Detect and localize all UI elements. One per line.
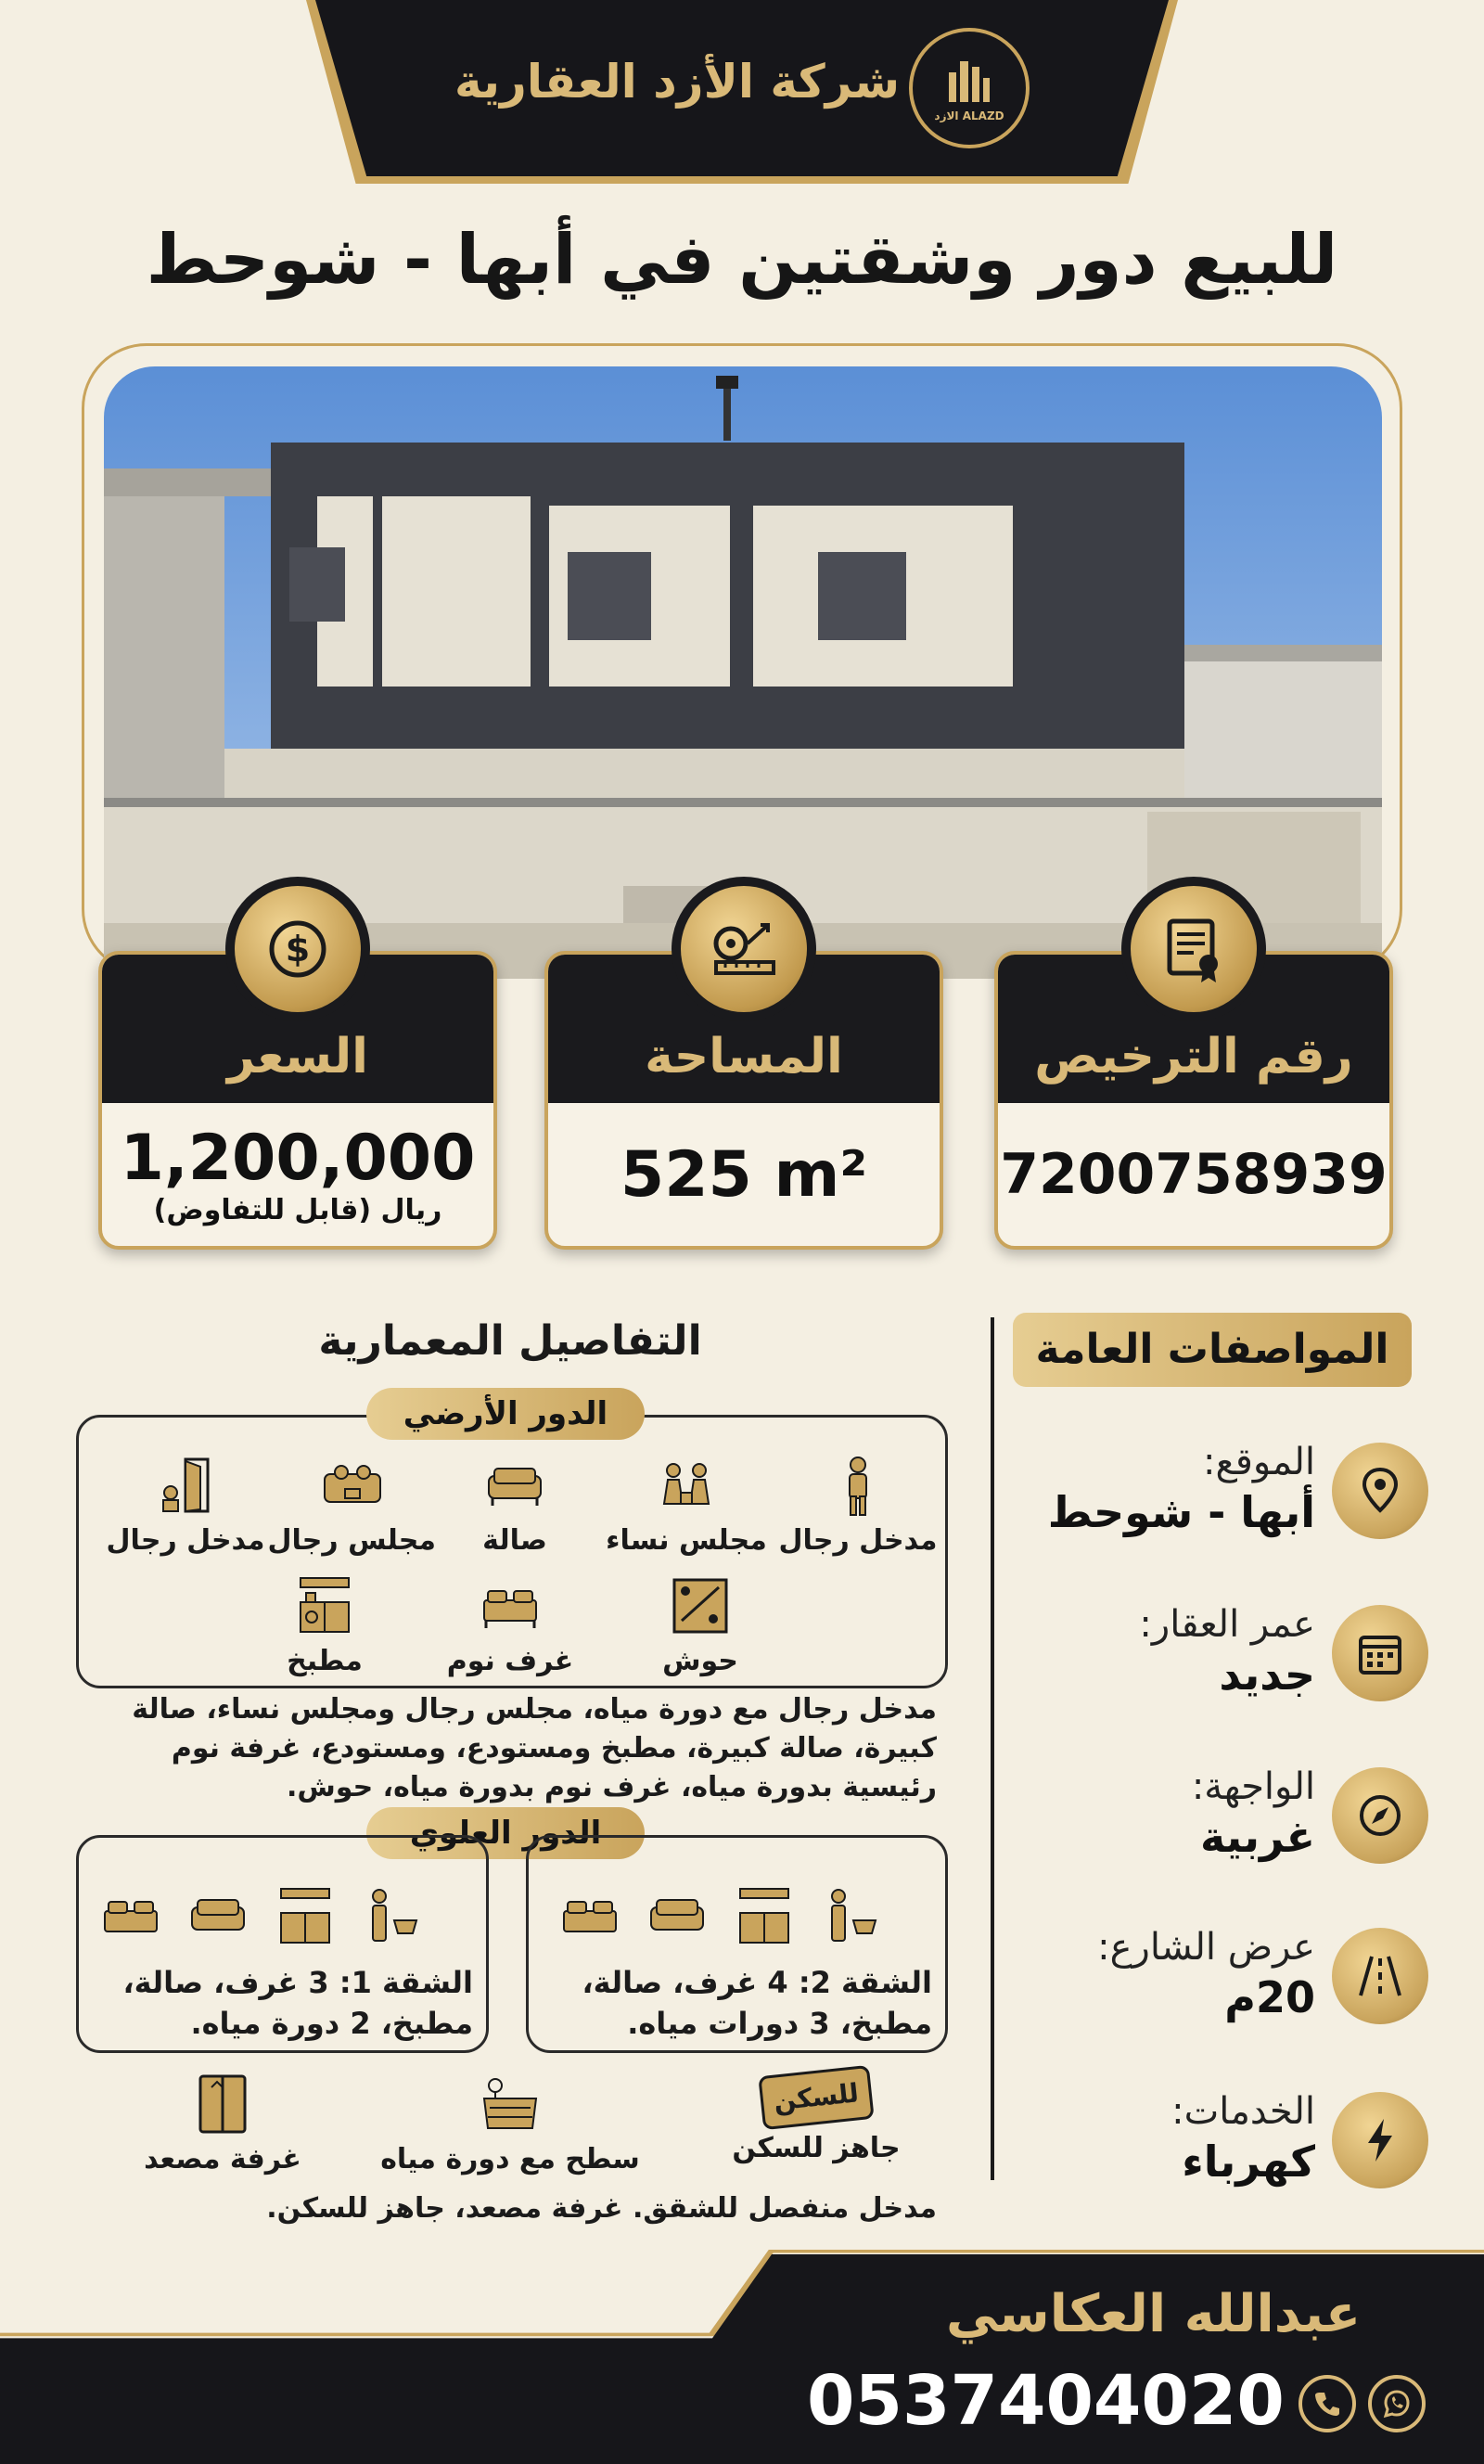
specs-title: المواصفات العامة (1013, 1313, 1412, 1387)
architecture-title: التفاصيل المعمارية (318, 1317, 702, 1365)
spec-age (1020, 1596, 1428, 1716)
feature-label: غرفة مصعد (144, 2143, 301, 2175)
door-icon (152, 1452, 219, 1519)
company-name: شركة الأزد العقارية (454, 55, 901, 109)
upper-floor-label: الدور العلوي (366, 1807, 645, 1859)
svg-text:$: $ (285, 929, 311, 969)
kitchen-icon (731, 1883, 798, 1950)
feature-label: غرف نوم (446, 1645, 574, 1677)
price-note: ريال (قابل للتفاوض) (153, 1193, 442, 1226)
extras-note: مدخل منفصل للشقق. غرفة مصعد، جاهز للسكن. (266, 2192, 937, 2225)
feature-entrance (102, 1452, 269, 1557)
license-number: 7200758939 (1000, 1142, 1388, 1207)
spec-services (1020, 2083, 1428, 2203)
spec-value: 20م (1224, 1972, 1315, 2022)
feature-label: حوش (662, 1645, 738, 1677)
price-value: 1,200,000 (120, 1121, 476, 1195)
spec-label: عمر العقار: (1139, 1603, 1315, 1646)
ground-floor-description: مدخل رجال مع دورة مياه، مجلس رجال ومجلس نساء، صالة كبيرة، صالة كبيرة، مطبخ ومستودع، ومستودع، غرفة نوم رئيسية بدورة مياه، غرف نوم بدورة مياه، حوش. (132, 1693, 937, 1803)
measure-icon (707, 912, 781, 986)
coin-icon (261, 912, 335, 986)
spec-value: جديد (1219, 1649, 1315, 1700)
agent-name: عبدالله العكاسي (946, 2284, 1362, 2344)
bathroom-icon (818, 1883, 885, 1950)
spec-street-width (1020, 1919, 1428, 2039)
ready-badge-icon: للسكن (758, 2065, 874, 2130)
area-value: 525 m² (620, 1137, 868, 1212)
certificate-icon (1157, 912, 1231, 986)
sofa-icon (644, 1883, 710, 1950)
phone-icon[interactable] (1298, 2375, 1356, 2432)
company-logo (909, 28, 1030, 148)
feature-label: سطح مع دورة مياه (380, 2143, 640, 2175)
yard-icon (667, 1572, 734, 1639)
sofa-icon (185, 1883, 251, 1950)
bathroom-icon (359, 1883, 426, 1950)
feature-label: مجلس نساء (606, 1524, 767, 1557)
road-icon (1353, 1949, 1407, 2003)
feature-hall (431, 1452, 598, 1557)
compass-icon (1353, 1789, 1407, 1842)
phone-number[interactable]: 0537404020 (807, 2361, 1285, 2441)
bed-icon (477, 1572, 544, 1639)
feature-bedrooms (427, 1572, 594, 1677)
spec-label: الموقع: (1203, 1441, 1315, 1483)
whatsapp-icon[interactable] (1368, 2375, 1426, 2432)
specs-divider (991, 1317, 994, 2180)
sofa-icon (481, 1452, 548, 1519)
kitchen-icon (291, 1572, 358, 1639)
spec-value: أبها - شوحط (1047, 1487, 1315, 1537)
logo-text: ALAZD الازد (934, 109, 1004, 122)
extra-elevator (130, 2071, 315, 2175)
spec-value: كهرباء (1182, 2137, 1315, 2187)
feature-label: مدخل رجال (778, 1524, 938, 1557)
lightning-icon (1353, 2113, 1407, 2167)
spec-label: عرض الشارع: (1097, 1926, 1315, 1969)
extra-ready (723, 2071, 909, 2164)
spec-facade (1020, 1758, 1428, 1879)
man-icon (825, 1452, 891, 1519)
feature-label: مطبخ (287, 1645, 363, 1677)
spec-value: غربية (1200, 1812, 1315, 1862)
bed-icon (556, 1883, 623, 1950)
apartment-2-text: الشقة 2: 4 غرف، صالة، مطبخ، 3 دورات مياه. (582, 1965, 932, 2041)
ground-floor-label: الدور الأرضي (366, 1388, 645, 1440)
measure-icon-badge (672, 877, 816, 1021)
spec-label: الخدمات: (1171, 2090, 1315, 2133)
feature-label: مجلس رجال (267, 1524, 436, 1557)
location-pin-icon (1353, 1464, 1407, 1518)
calendar-icon (1353, 1626, 1407, 1680)
women-sitting-icon (653, 1452, 720, 1519)
feature-women-majlis (603, 1452, 770, 1557)
roof-icon (477, 2071, 544, 2137)
spec-location (1020, 1433, 1428, 1554)
listing-title: للبيع دور وشقتين في أبها - شوحط (146, 220, 1338, 300)
feature-kitchen (241, 1572, 408, 1677)
apartment-2-icons (556, 1883, 885, 1950)
kitchen-icon (272, 1883, 339, 1950)
certificate-icon-badge (1121, 877, 1266, 1021)
elevator-icon (189, 2071, 256, 2137)
spec-label: الواجهة: (1191, 1765, 1315, 1808)
feature-men-majlis (269, 1452, 436, 1557)
coin-icon-badge (225, 877, 370, 1021)
building-logo-icon (941, 54, 997, 109)
feature-label: صالة (482, 1524, 547, 1557)
price-label: السعر (102, 955, 493, 1103)
feature-men-entrance (774, 1452, 941, 1557)
apartment-1-text: الشقة 1: 3 غرف، صالة، مطبخ، 2 دورة مياه. (122, 1965, 473, 2041)
bed-icon (97, 1883, 164, 1950)
license-label: رقم الترخيص (998, 955, 1389, 1103)
apartment-1-icons (97, 1883, 426, 1950)
area-label: المساحة (548, 955, 940, 1103)
feature-yard (617, 1572, 784, 1677)
extra-roof (371, 2071, 649, 2175)
feature-label: جاهز للسكن (732, 2132, 901, 2164)
feature-label: مدخل رجال (106, 1524, 265, 1557)
majlis-icon (319, 1452, 386, 1519)
